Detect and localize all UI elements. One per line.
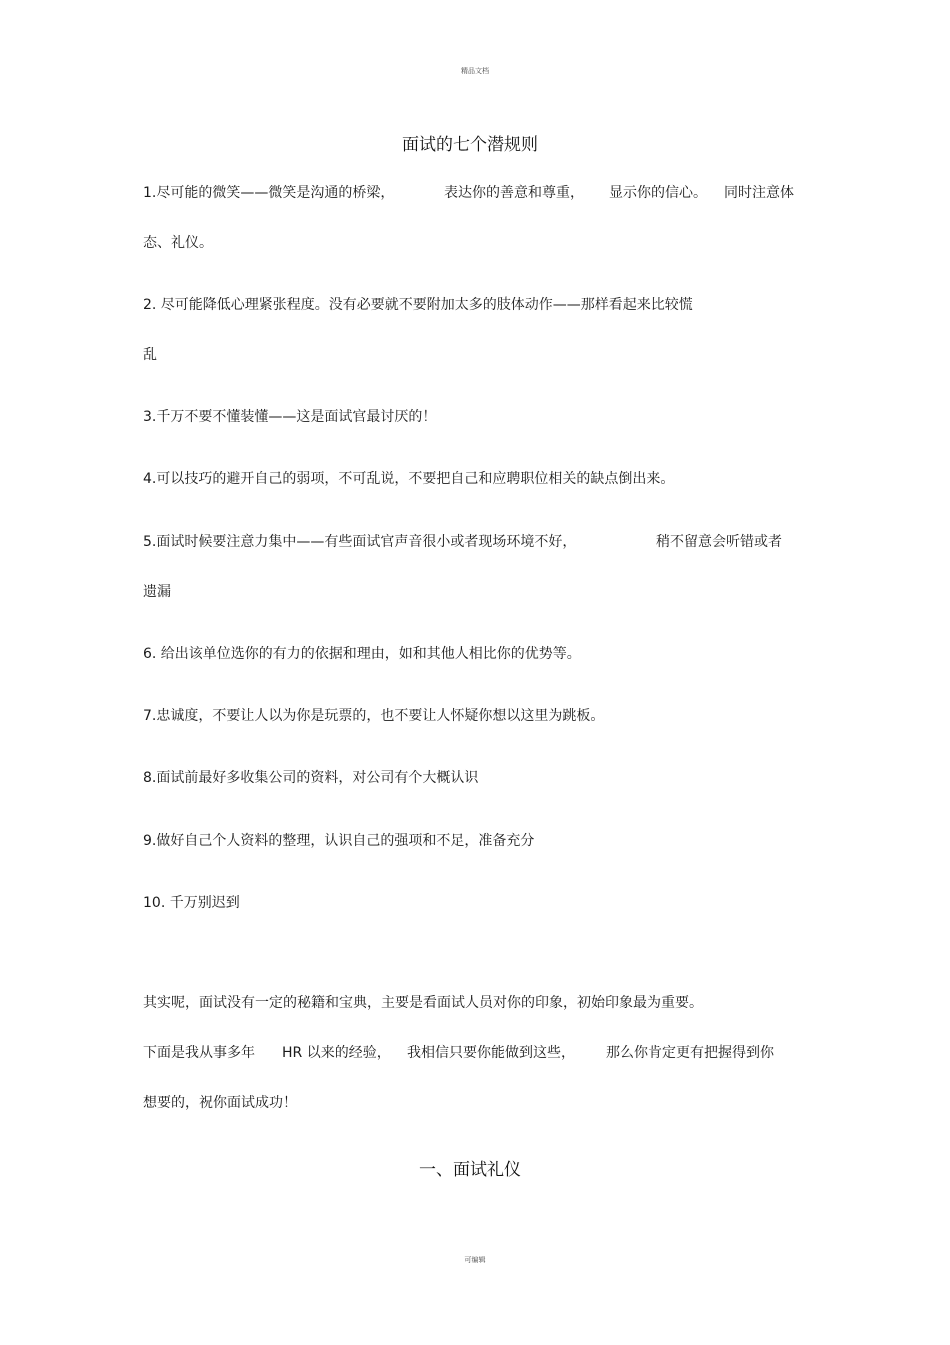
rule-2-line-1: 2. 尽可能降低心理紧张程度。没有必要就不要附加太多的肢体动作——那样看起来比较慌 [143,297,693,313]
rule-8: 8.面试前最好多收集公司的资料，对公司有个大概认识 [143,770,479,786]
rule-1-line-2: 态、礼仪。 [143,235,213,251]
rule-1-part-d: 同时注意体 [724,185,794,201]
summary-line-3: 想要的，祝你面试成功！ [143,1095,297,1111]
header-watermark: 精品文档 [461,67,489,75]
rule-6: 6. 给出该单位选你的有力的依据和理由，如和其他人相比你的优势等。 [143,646,581,662]
rule-3: 3.千万不要不懂装懂——这是面试官最讨厌的！ [143,409,437,425]
summary-part-c: 我相信只要你能做到这些， [407,1045,575,1061]
section-heading: 一、面试礼仪 [419,1160,521,1180]
summary-line-2 [143,1043,793,1063]
rule-4: 4.可以技巧的避开自己的弱项，不可乱说，不要把自己和应聘职位相关的缺点倒出来。 [143,471,675,487]
rule-1-part-b: 表达你的善意和尊重， [444,185,584,201]
rule-5-part-b: 稍不留意会听错或者 [656,534,782,550]
rule-7: 7.忠诚度，不要让人以为你是玩票的，也不要让人怀疑你想以这里为跳板。 [143,708,605,724]
rule-9: 9.做好自己个人资料的整理，认识自己的强项和不足，准备充分 [143,833,535,849]
summary-line-1: 其实呢，面试没有一定的秘籍和宝典，主要是看面试人员对你的印象，初始印象最为重要。 [143,995,703,1011]
rule-5-line-2: 遗漏 [143,584,171,600]
rule-1-part-c: 显示你的信心。 [609,185,707,201]
rule-10: 10. 千万别迟到 [143,895,240,911]
rule-2-line-2: 乱 [143,347,157,363]
summary-part-b: HR 以来的经验， [282,1045,391,1061]
rule-5-line-1 [143,532,803,552]
summary-part-a: 下面是我从事多年 [143,1045,255,1061]
rule-1-line-1 [143,183,813,203]
footer-watermark: 可编辑 [464,1256,486,1264]
rule-1-part-a: 1.尽可能的微笑——微笑是沟通的桥梁， [143,185,395,201]
summary-part-d: 那么你肯定更有把握得到你 [606,1045,774,1061]
rule-5-part-a: 5.面试时候要注意力集中——有些面试官声音很小或者现场环境不好， [143,534,577,550]
document-title: 面试的七个潜规则 [402,135,538,155]
